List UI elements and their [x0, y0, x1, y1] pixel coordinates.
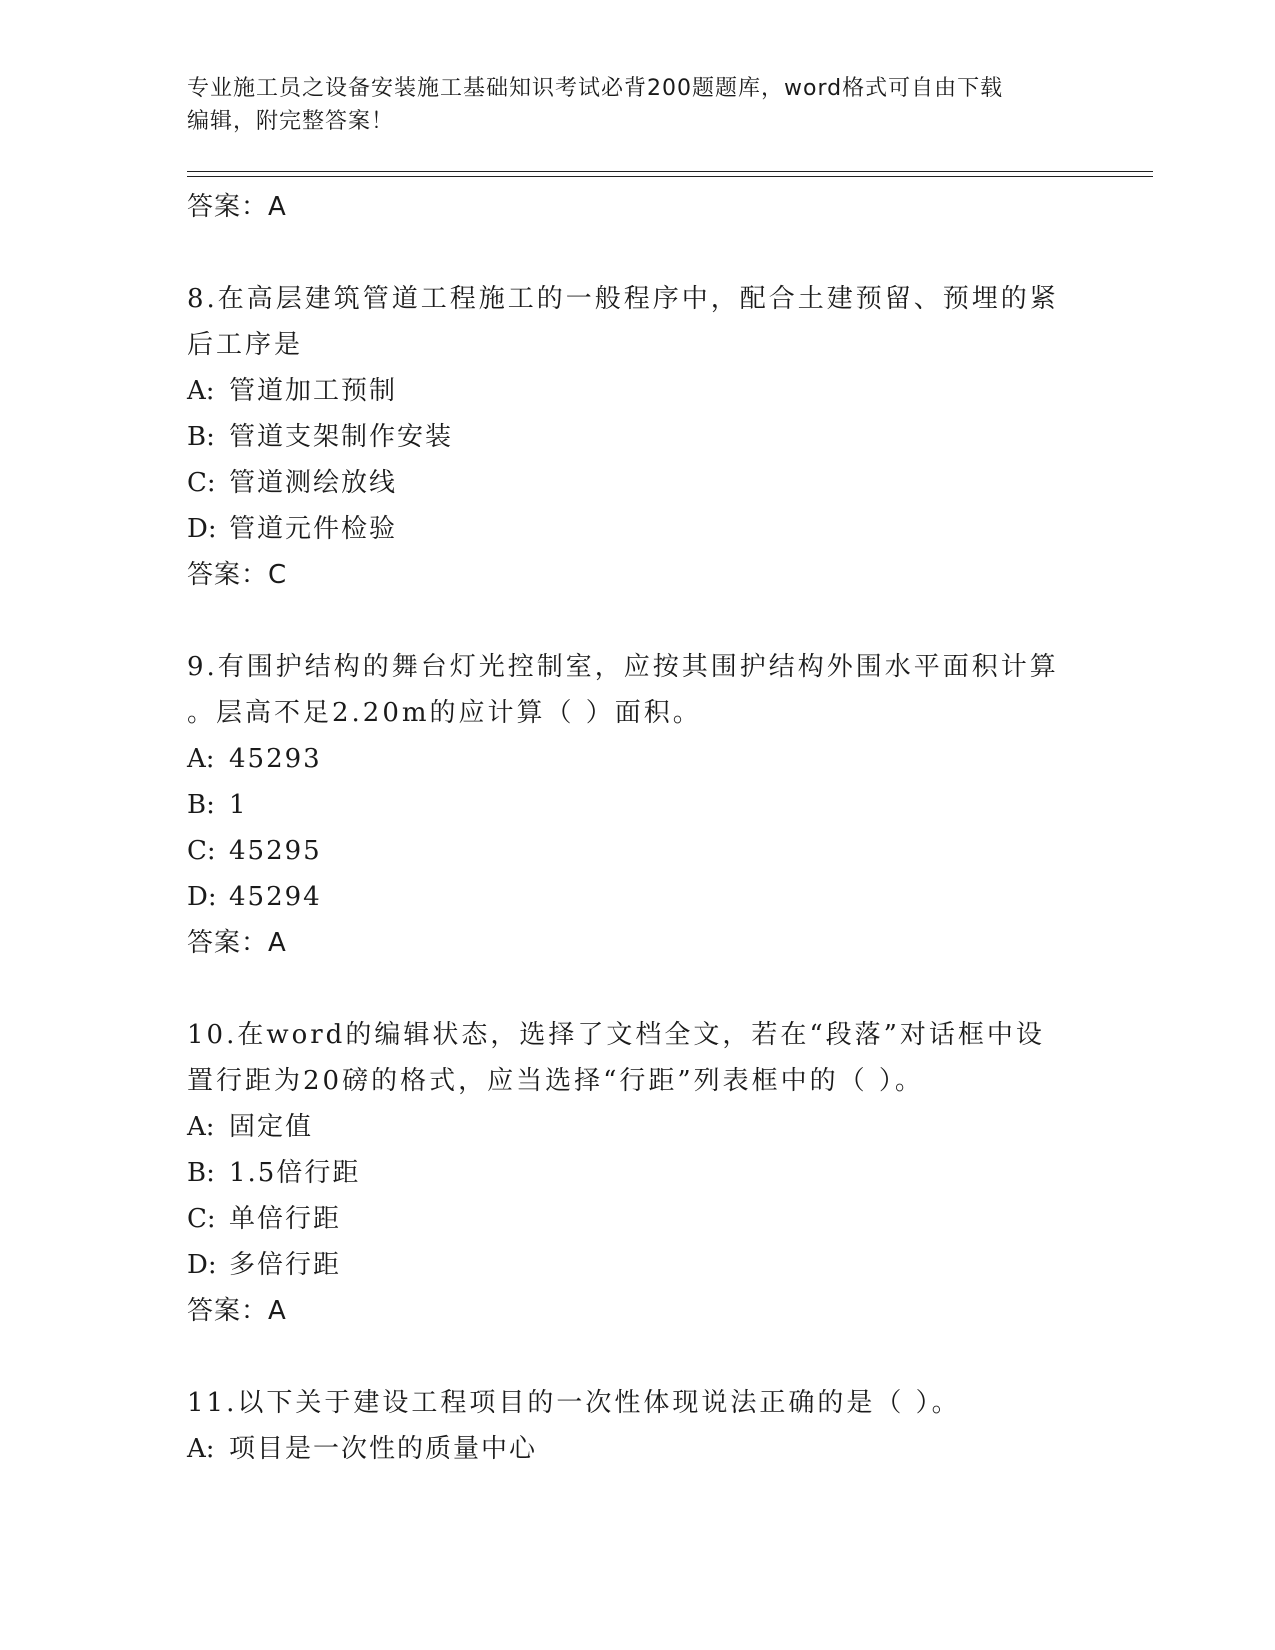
- spacer: [187, 598, 1067, 644]
- option-b: [187, 414, 1067, 460]
- option-key: B:: [187, 1158, 215, 1188]
- option-key: C:: [187, 1204, 216, 1234]
- option-text: 45294: [229, 882, 322, 912]
- option-text: 管道支架制作安装: [229, 422, 454, 452]
- spacer: [187, 1334, 1067, 1380]
- option-key: A:: [187, 1434, 215, 1464]
- header-line-2: 编辑，附完整答案！: [187, 109, 395, 134]
- option-key: D:: [187, 1250, 217, 1280]
- question-text: 11.以下关于建设工程项目的一次性体现说法正确的是（ ）。: [187, 1388, 961, 1418]
- option-text: 管道加工预制: [229, 376, 398, 406]
- option-key: B:: [187, 422, 215, 452]
- option-text: 1: [229, 790, 248, 820]
- option-key: C:: [187, 468, 216, 498]
- answer-line: 答案：A: [187, 928, 287, 958]
- option-key: D:: [187, 514, 217, 544]
- option-c: [187, 460, 1067, 506]
- question-text: 后工序是: [187, 330, 304, 360]
- option-a: [187, 368, 1067, 414]
- option-key: B:: [187, 790, 215, 820]
- option-c: [187, 1196, 1067, 1242]
- option-key: A:: [187, 744, 215, 774]
- question-10: [187, 1012, 1067, 1334]
- option-a: [187, 1104, 1067, 1150]
- option-d: [187, 874, 1067, 920]
- header-line-1: 专业施工员之设备安装施工基础知识考试必背200题题库，word格式可自由下载: [187, 76, 1004, 101]
- option-key: C:: [187, 836, 216, 866]
- option-text: 1.5倍行距: [229, 1158, 361, 1188]
- option-text: 45295: [229, 836, 322, 866]
- header-rule-top: [187, 171, 1153, 172]
- option-text: 多倍行距: [229, 1250, 342, 1280]
- question-8: [187, 276, 1067, 598]
- answer-line: 答案：A: [187, 1296, 287, 1326]
- option-text: 管道元件检验: [229, 514, 398, 544]
- option-key: A:: [187, 376, 215, 406]
- option-d: [187, 506, 1067, 552]
- question-text: 10.在word的编辑状态，选择了文档全文，若在“段落”对话框中设: [187, 1020, 1045, 1050]
- option-c: [187, 828, 1067, 874]
- spacer: [187, 230, 1067, 276]
- option-a: [187, 1426, 1067, 1472]
- question-9: [187, 644, 1067, 966]
- header-rule-bottom: [187, 176, 1153, 177]
- question-text: 置行距为20磅的格式，应当选择“行距”列表框中的（ ）。: [187, 1066, 924, 1096]
- question-list: [187, 184, 1067, 1472]
- option-text: 单倍行距: [229, 1204, 342, 1234]
- option-key: A:: [187, 1112, 215, 1142]
- option-text: 管道测绘放线: [229, 468, 398, 498]
- option-b: [187, 782, 1067, 828]
- option-text: 45293: [229, 744, 322, 774]
- option-text: 固定值: [229, 1112, 314, 1142]
- option-a: [187, 736, 1067, 782]
- question-text: 。层高不足2.20m的应计算（ ）面积。: [187, 698, 702, 728]
- answer-line: 答案：C: [187, 560, 288, 590]
- spacer: [187, 966, 1067, 1012]
- answer-line: 答案：A: [187, 192, 287, 222]
- question-text: 9.有围护结构的舞台灯光控制室，应按其围护结构外围水平面积计算: [187, 652, 1059, 682]
- document-header: [187, 72, 1087, 138]
- question-text: 8.在高层建筑管道工程施工的一般程序中，配合土建预留、预埋的紧: [187, 284, 1059, 314]
- question-11: [187, 1380, 1067, 1472]
- option-b: [187, 1150, 1067, 1196]
- option-text: 项目是一次性的质量中心: [229, 1434, 538, 1464]
- option-d: [187, 1242, 1067, 1288]
- option-key: D:: [187, 882, 217, 912]
